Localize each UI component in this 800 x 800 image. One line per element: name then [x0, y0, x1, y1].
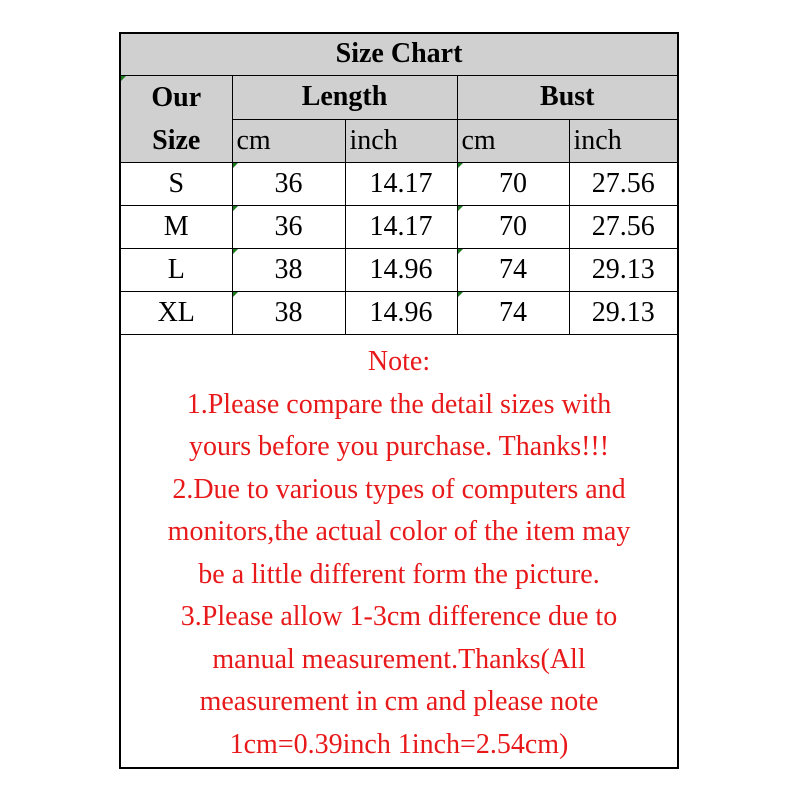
bust-cm-cell: 70 [457, 205, 569, 248]
bust-inch-unit: inch [569, 119, 677, 162]
table-row [121, 162, 677, 205]
bust-header: Bust [457, 75, 677, 119]
size-chart [119, 32, 679, 769]
note-line: manual measurement.Thanks(All [212, 643, 586, 675]
bust-cm-cell: 74 [457, 291, 569, 334]
length-inch-cell: 14.17 [345, 162, 457, 205]
note-heading: Note: [367, 346, 431, 377]
bust-cm-unit: cm [457, 119, 569, 162]
table-row [121, 205, 677, 248]
length-cm-cell: 38 [232, 291, 345, 334]
bust-cm-cell: 74 [457, 248, 569, 291]
note-line: yours before you purchase. Thanks!!! [188, 431, 610, 462]
bust-inch-cell: 27.56 [569, 162, 677, 205]
size-header-line2: Size [152, 124, 201, 156]
length-cm-cell: 36 [232, 162, 345, 205]
bust-inch-cell: 29.13 [569, 291, 677, 334]
length-cm-cell: 38 [232, 248, 345, 291]
table-row [121, 291, 677, 334]
size-cell: M [121, 205, 232, 248]
bust-cm-cell: 70 [457, 162, 569, 205]
bust-inch-cell: 29.13 [569, 248, 677, 291]
note-line: 1cm=0.39inch 1inch=2.54cm) [229, 728, 569, 760]
note-line: 2.Due to various types of computers and [172, 473, 626, 505]
length-inch-cell: 14.96 [345, 291, 457, 334]
size-header-line1: Our [151, 81, 202, 113]
size-cell: S [121, 162, 232, 205]
size-table [121, 34, 677, 335]
notes-section [121, 341, 677, 766]
table-row [121, 248, 677, 291]
size-cell: L [121, 248, 232, 291]
length-cm-unit: cm [232, 119, 345, 162]
note-line: 3.Please allow 1-3cm difference due to [180, 601, 618, 632]
length-header: Length [232, 75, 457, 119]
length-inch-cell: 14.96 [345, 248, 457, 291]
table-title: Size Chart [121, 34, 677, 75]
note-line: measurement in cm and please note [199, 686, 599, 717]
note-line: monitors,the actual color of the item may [167, 516, 631, 547]
length-inch-unit: inch [345, 119, 457, 162]
note-line: be a little different form the picture. [198, 558, 600, 590]
note-line: 1.Please compare the detail sizes with [186, 388, 612, 420]
length-cm-cell: 36 [232, 205, 345, 248]
bust-inch-cell: 27.56 [569, 205, 677, 248]
size-cell: XL [121, 291, 232, 334]
length-inch-cell: 14.17 [345, 205, 457, 248]
size-column-header [121, 75, 232, 162]
